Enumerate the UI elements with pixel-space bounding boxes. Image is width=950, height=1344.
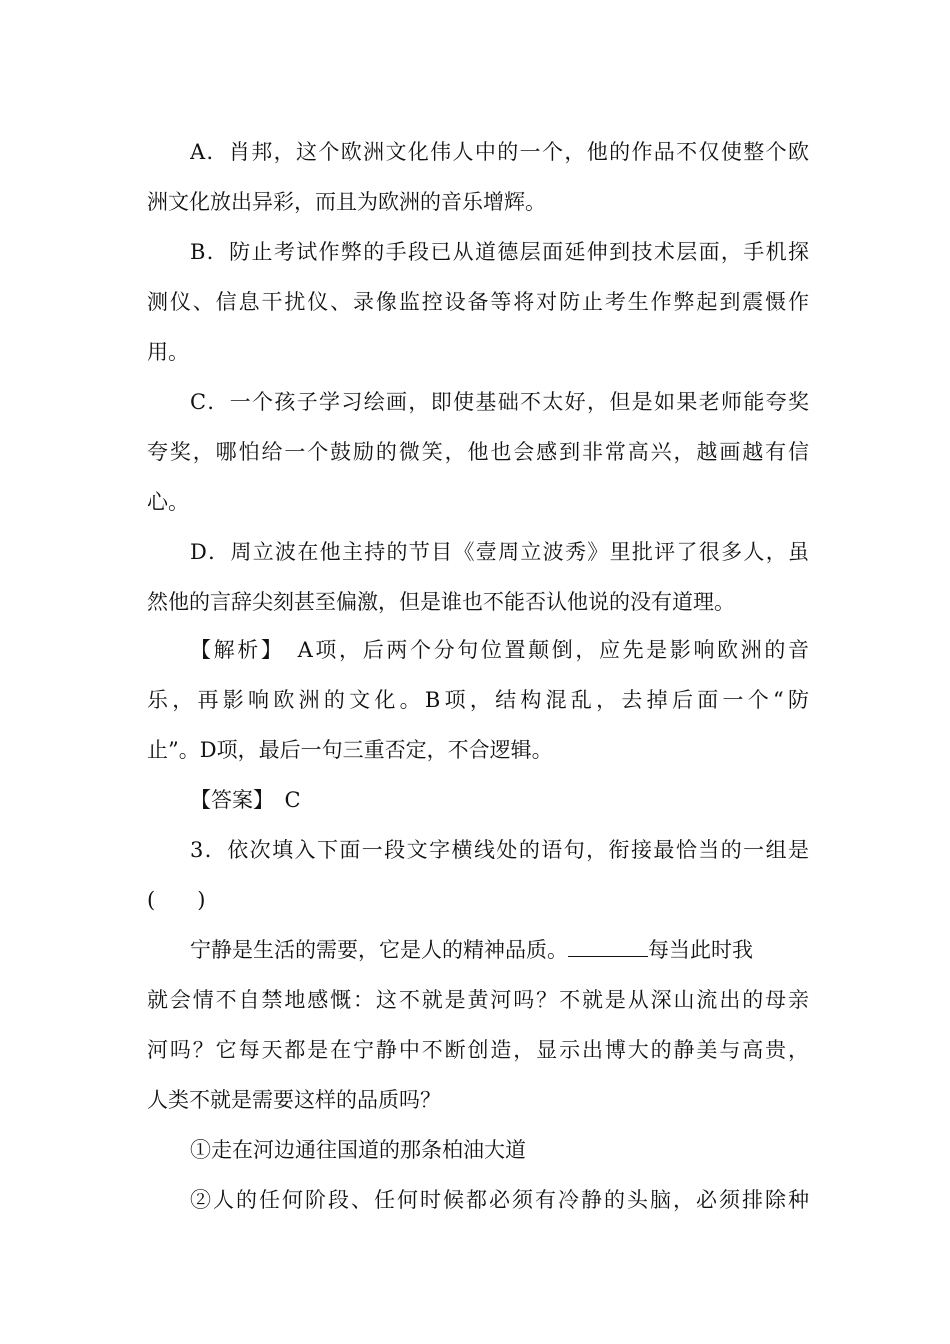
option-b-line-2: 测仪、信息干扰仪、录像监控设备等将对防止考生作弊起到震慑作 [147,290,809,314]
passage-line-1 [190,936,809,964]
option-c-line-1: C．一个孩子学习绘画，即使基础不太好，但是如果老师能夸奖 [190,390,809,414]
question-3-line-2: ( ) [147,888,206,912]
option-d-line-2: 然他的言辞尖刻甚至偏激，但是谁也不能否认他说的没有道理。 [147,590,735,614]
passage-line-3: 河吗？它每天都是在宁静中不断创造，显示出博大的静美与高贵， [147,1038,809,1062]
option-b-line-1: B．防止考试作弊的手段已从道德层面延伸到技术层面，手机探 [190,240,809,264]
choice-2-line: ②人的任何阶段、任何时候都必须有冷静的头脑，必须排除种 [190,1188,809,1212]
option-b-line-3: 用。 [147,340,189,364]
analysis-line-1: 【解析】 A项，后两个分句位置颠倒，应先是影响欧洲的音 [190,638,809,662]
analysis-line-3: 止”。D项，最后一句三重否定，不合逻辑。 [147,738,553,762]
option-a-line-1: A．肖邦，这个欧洲文化伟人中的一个，他的作品不仅使整个欧 [190,140,809,164]
option-a-line-2: 洲文化放出异彩，而且为欧洲的音乐增辉。 [147,190,546,214]
option-d-line-1: D．周立波在他主持的节目《壹周立波秀》里批评了很多人，虽 [190,540,809,564]
choice-1-line: ①走在河边通往国道的那条柏油大道 [190,1138,526,1162]
passage-line-2: 就会情不自禁地感慨：这不就是黄河吗？不就是从深山流出的母亲 [147,988,809,1012]
question-3-line-1: 3．依次填入下面一段文字横线处的语句，衔接最恰当的一组是 [190,838,809,862]
answer-line: 【答案】 C [190,788,301,812]
option-c-line-2: 夸奖，哪怕给一个鼓励的微笑，他也会感到非常高兴，越画越有信 [147,440,809,464]
passage-line-4: 人类不就是需要这样的品质吗？ [147,1088,441,1112]
passage-line-1-end: 每当此时我 [648,938,753,962]
fill-in-blank [568,938,648,957]
passage-line-1-start: 宁静是生活的需要，它是人的精神品质。 [190,938,568,962]
option-c-line-3: 心。 [147,490,189,514]
analysis-line-2: 乐，再影响欧洲的文化。B项，结构混乱，去掉后面一个“防 [147,688,809,712]
